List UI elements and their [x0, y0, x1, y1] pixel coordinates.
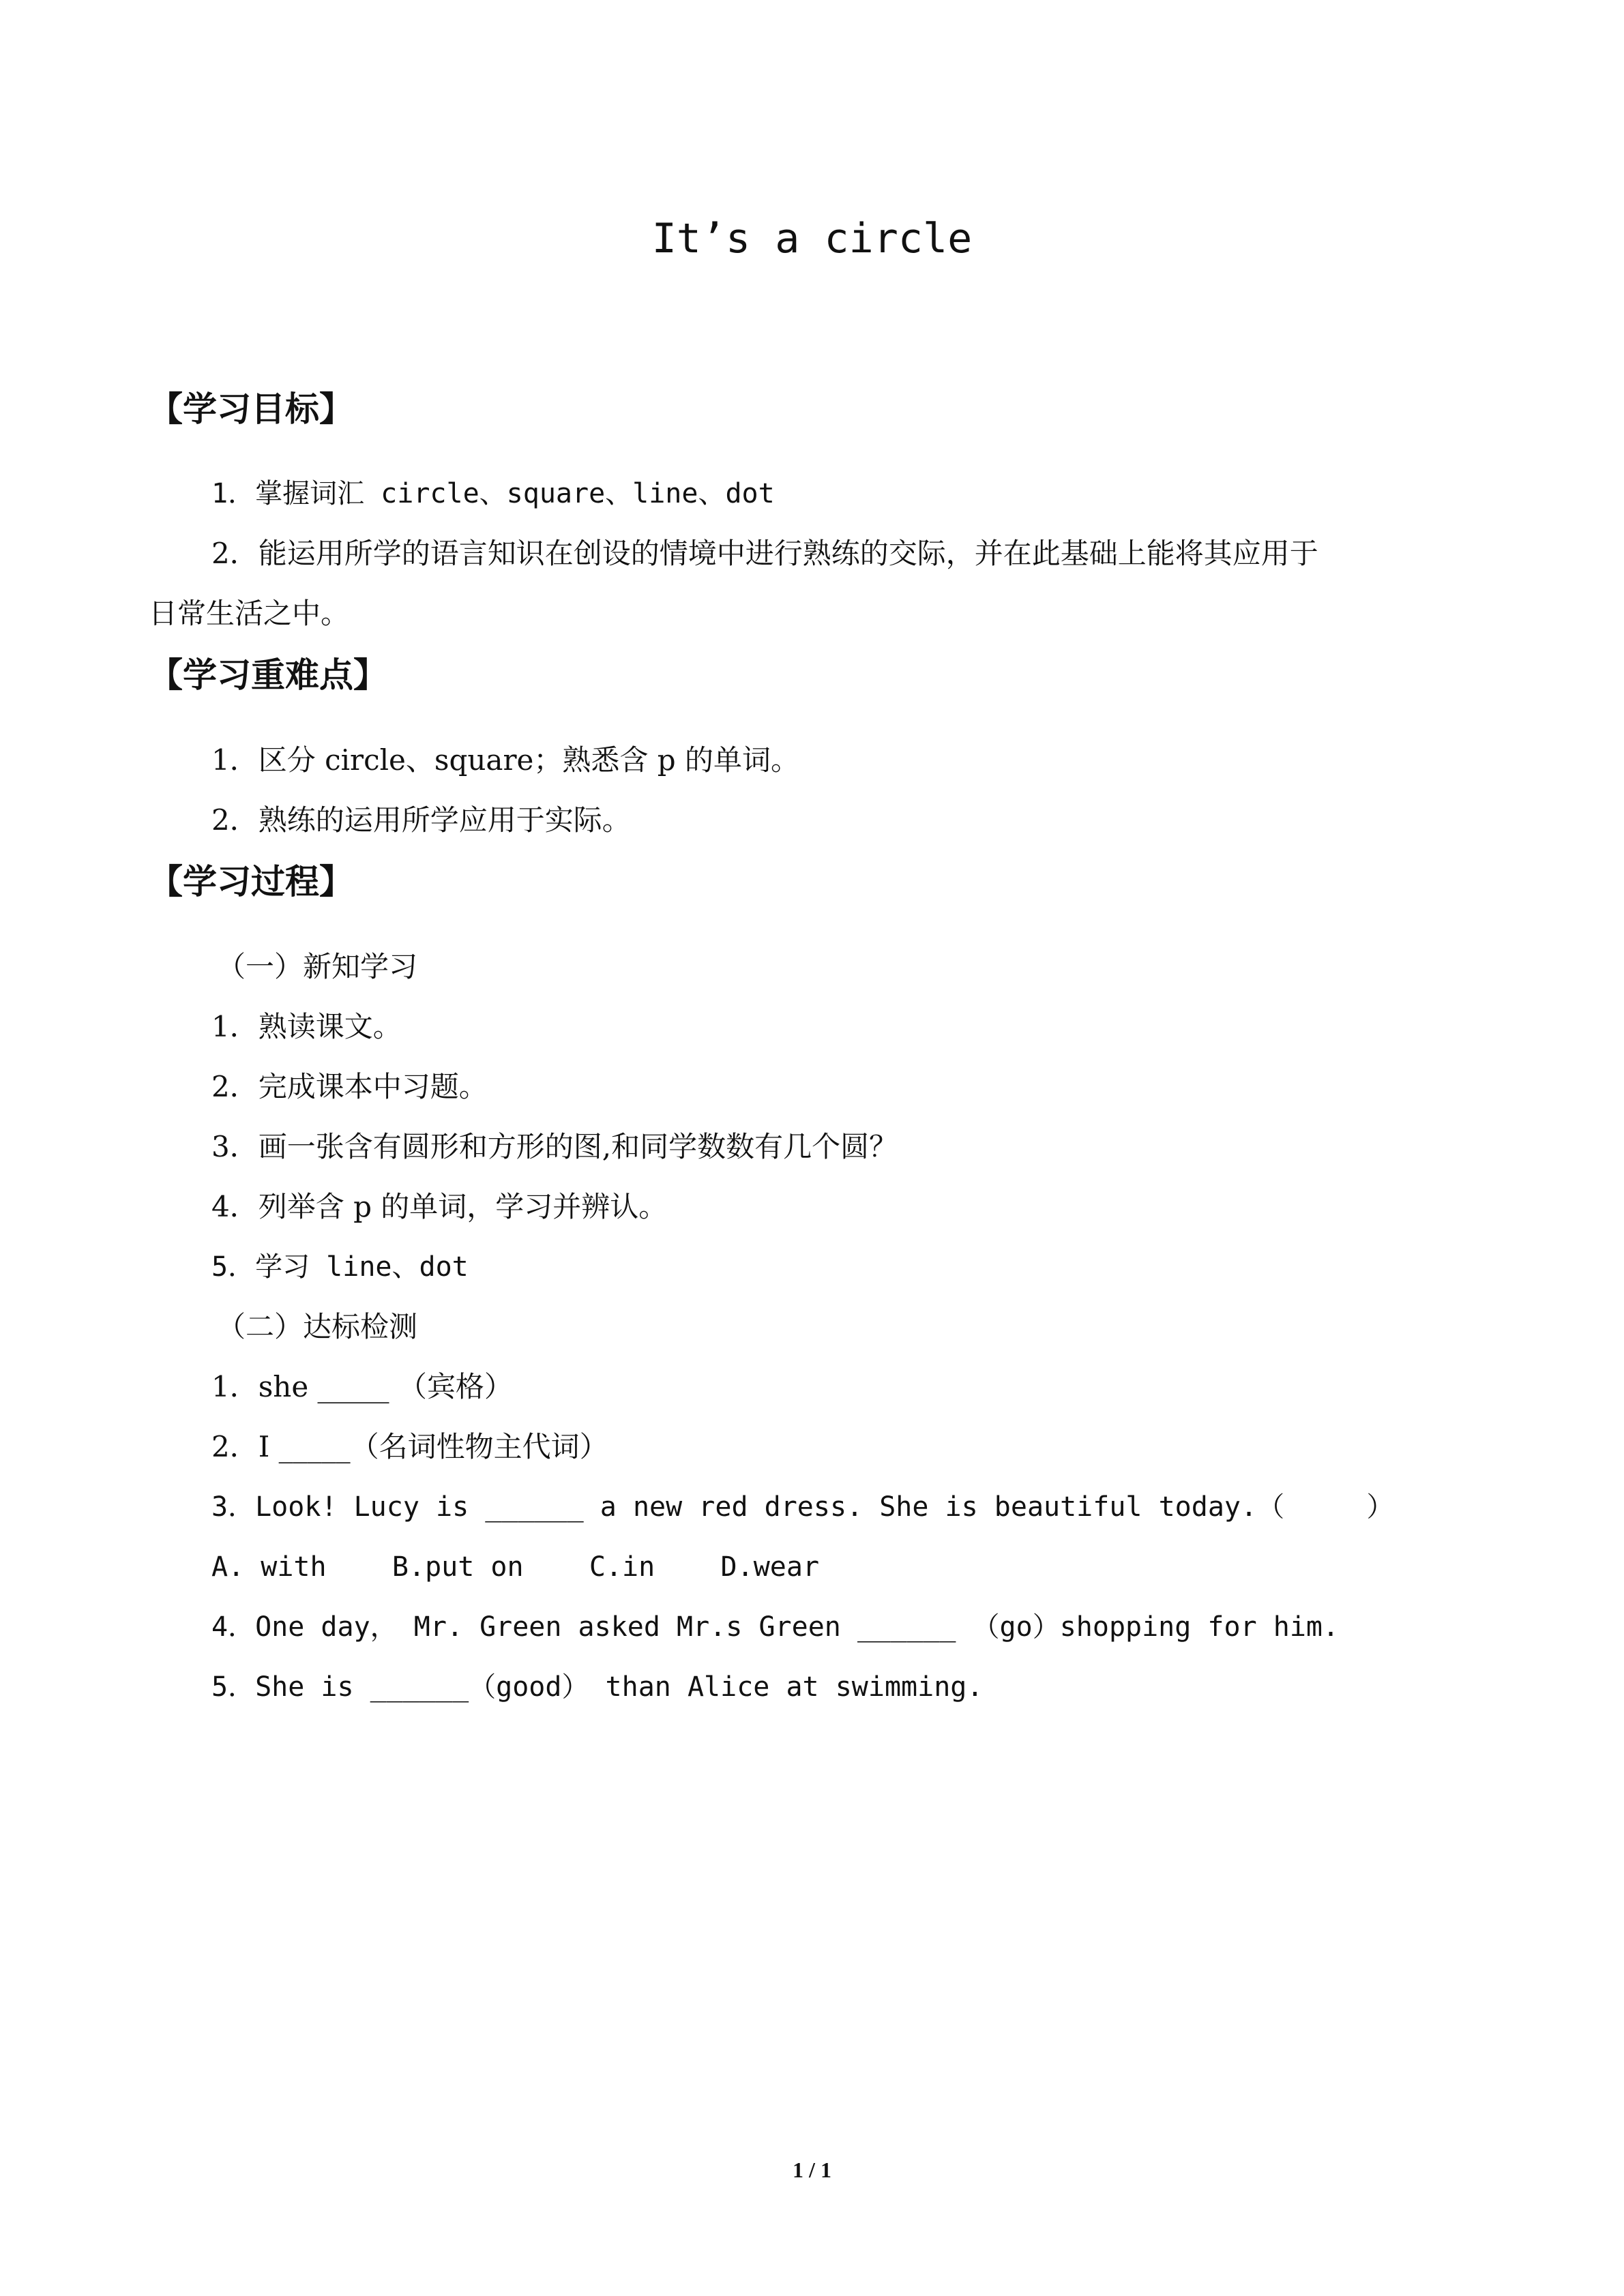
section-heading-key-points: 【学习重难点】: [149, 655, 387, 695]
exercise-item-1: 1．she _____ （宾格）: [211, 1370, 513, 1403]
objective-item-1: 1．掌握词汇 circle、square、line、dot: [211, 478, 775, 509]
process-part1-title: （一）新知学习: [217, 950, 418, 983]
section-heading-process: 【学习过程】: [149, 862, 353, 901]
process-part1-item-5: 5．学习 line、dot: [211, 1251, 469, 1283]
key-point-item-2: 2．熟练的运用所学应用于实际。: [211, 803, 631, 837]
objective-item-2-continuation: 日常生活之中。: [149, 597, 350, 630]
objective-item-2: 2．能运用所学的语言知识在创设的情境中进行熟练的交际，并在此基础上能将其应用于: [211, 537, 1318, 570]
exercise-item-4: 4．One day， Mr. Green asked Mr.s Green ______ （go）shopping for him.: [211, 1611, 1340, 1643]
document-title: It’s a circle: [651, 215, 973, 263]
page-number: 1 / 1: [793, 2158, 831, 2182]
process-part2-title: （二）达标检测: [217, 1310, 418, 1343]
process-part1-item-2: 2．完成课本中习题。: [211, 1070, 488, 1103]
key-point-item-1: 1．区分 circle、square；熟悉含 p 的单词。: [211, 743, 799, 777]
process-part1-item-3: 3．画一张含有圆形和方形的图,和同学数数有几个圆？: [211, 1130, 898, 1163]
process-part1-item-1: 1．熟读课文。: [211, 1010, 402, 1043]
exercise-item-5: 5．She is ______（good） than Alice at swimming.: [211, 1671, 984, 1703]
process-part1-item-4: 4．列举含 p 的单词，学习并辨认。: [211, 1190, 668, 1223]
section-heading-objectives: 【学习目标】: [149, 389, 353, 429]
exercise-item-3: 3．Look! Lucy is ______ a new red dress. She is beautiful today.（ ）: [211, 1491, 1394, 1523]
exercise-item-2: 2．I _____（名词性物主代词）: [211, 1430, 608, 1463]
exercise-item-3-options: A. with B.put on C.in D.wear: [211, 1551, 820, 1583]
